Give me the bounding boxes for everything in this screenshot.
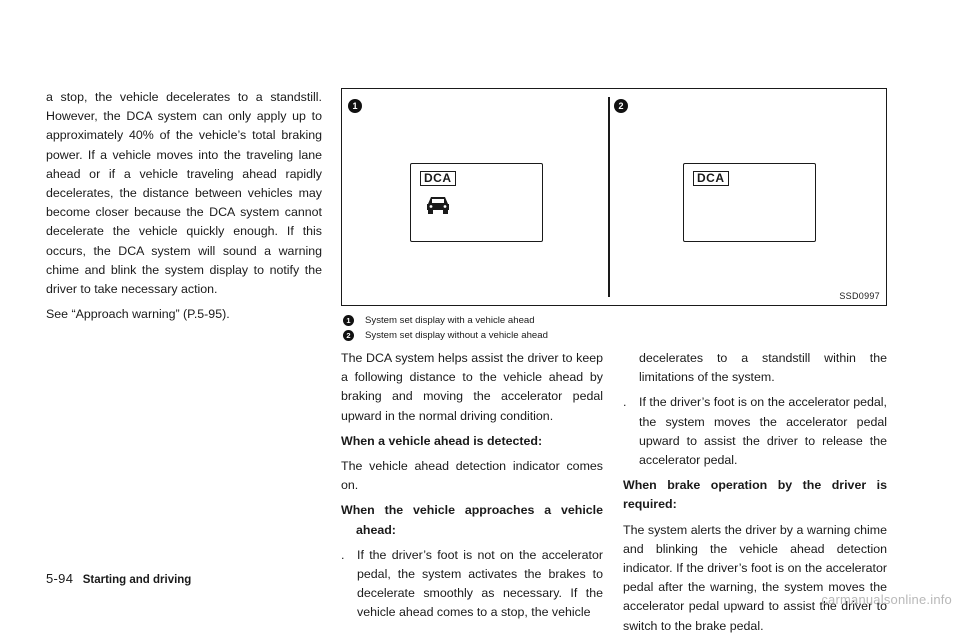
bullet-item: [623, 393, 887, 470]
bullet-text: If the driver’s foot is not on the accelerator pedal, the system activates the brakes to decelerate smoothly as necessary. If the vehicle ahead comes to a stop, the vehicle: [357, 547, 603, 620]
system-display-with-vehicle: [410, 163, 543, 242]
figure-captions: [341, 313, 631, 343]
section-title: Starting and driving: [82, 574, 192, 586]
caption-text: System set display with a vehicle ahead: [365, 315, 535, 326]
body-paragraph: The vehicle ahead detection indicator comes on.: [341, 459, 603, 493]
bullet-item: [341, 546, 603, 623]
section-heading: When brake operation by the driver is required:: [623, 478, 887, 512]
page-footer: [46, 571, 191, 586]
figure-code: SSD0997: [839, 291, 880, 301]
figure-number-1-icon: 1: [348, 99, 362, 113]
body-paragraph: The DCA system helps assist the driver to keep a following distance to the vehicle ahead by braking and moving the accelerator pedal upward in the normal driving condition.: [341, 351, 603, 423]
page-number: 5-94: [46, 571, 74, 586]
figure-ssd0997: [341, 88, 887, 306]
caption-number-icon: 1: [343, 315, 354, 326]
section-heading: When the vehicle approaches a vehicle ahead:: [341, 503, 603, 537]
caption-1: [341, 313, 631, 328]
vehicle-ahead-icon: [425, 194, 451, 216]
dca-indicator: DCA: [420, 171, 456, 186]
caption-2: [341, 328, 631, 343]
system-display-without-vehicle: [683, 163, 816, 242]
watermark: carmanualsonline.info: [821, 592, 952, 607]
cross-reference: See “Approach warning” (P.5-95).: [46, 307, 230, 322]
bullet-mark: .: [623, 395, 627, 410]
section-heading: When a vehicle ahead is detected:: [341, 433, 543, 448]
bullet-continuation: decelerates to a standstill within the limitations of the system.: [639, 351, 887, 385]
figure-divider: [608, 97, 610, 297]
figure-number-2-icon: 2: [614, 99, 628, 113]
dca-indicator: DCA: [693, 171, 729, 186]
body-paragraph: The system alerts the driver by a warning chime and blinking the vehicle ahead detection indicator. If the driver’s foot is on the accelerator pedal after the warning, the system moves the accelerator pedal upward to assist the driver to switch to the brake pedal.: [623, 522, 887, 633]
left-column: [46, 88, 322, 330]
caption-text: System set display without a vehicle ahead: [365, 330, 548, 341]
bullet-mark: .: [341, 547, 345, 562]
bullet-text: If the driver’s foot is on the accelerator pedal, the system moves the accelerator pedal upward to assist the driver to release the accelerator pedal.: [639, 395, 887, 468]
middle-column: [341, 349, 603, 623]
body-paragraph: a stop, the vehicle decelerates to a standstill. However, the DCA system can only apply up to approximately 40% of the vehicle’s total braking power. If a vehicle moves into the traveling lane ahead or if a vehicle traveling ahead rapidly decelerates, the distance between vehicles may become closer because the DCA system cannot decelerate the vehicle quickly enough. If this occurs, the DCA system will sound a warning chime and blink the system display to notify the driver to take necessary action.: [46, 90, 322, 297]
caption-number-icon: 2: [343, 330, 354, 341]
